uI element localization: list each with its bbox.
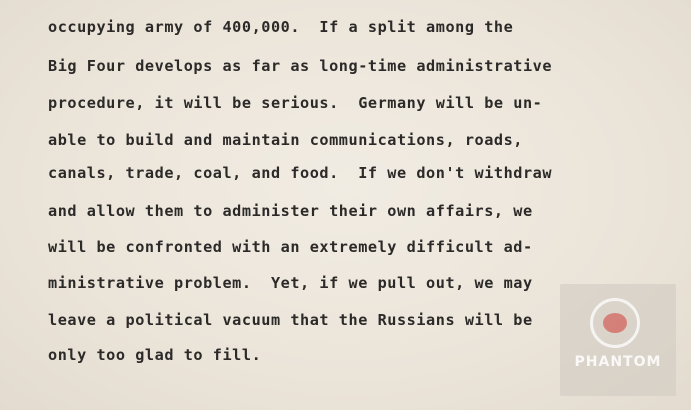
text-line-3: procedure, it will be serious. Germany will be un- bbox=[48, 94, 543, 112]
watermark-logo-icon bbox=[590, 298, 640, 348]
text-line-8: ministrative problem. Yet, if we pull out, we may bbox=[48, 274, 533, 292]
text-line-4: able to build and maintain communications, roads, bbox=[48, 131, 523, 149]
text-line-10: only too glad to fill. bbox=[48, 346, 262, 364]
text-line-1: occupying army of 400,000. If a split among the bbox=[48, 18, 514, 36]
text-line-5: canals, trade, coal, and food. If we don't withdraw bbox=[48, 164, 553, 182]
text-line-2: Big Four develops as far as long-time administrative bbox=[48, 57, 553, 75]
text-line-6: and allow them to administer their own affairs, we bbox=[48, 202, 533, 220]
text-line-7: will be confronted with an extremely difficult ad- bbox=[48, 238, 533, 256]
text-line-9: leave a political vacuum that the Russians will be bbox=[48, 311, 533, 329]
watermark bbox=[560, 284, 676, 396]
watermark-text: PHANTOM bbox=[574, 354, 662, 370]
